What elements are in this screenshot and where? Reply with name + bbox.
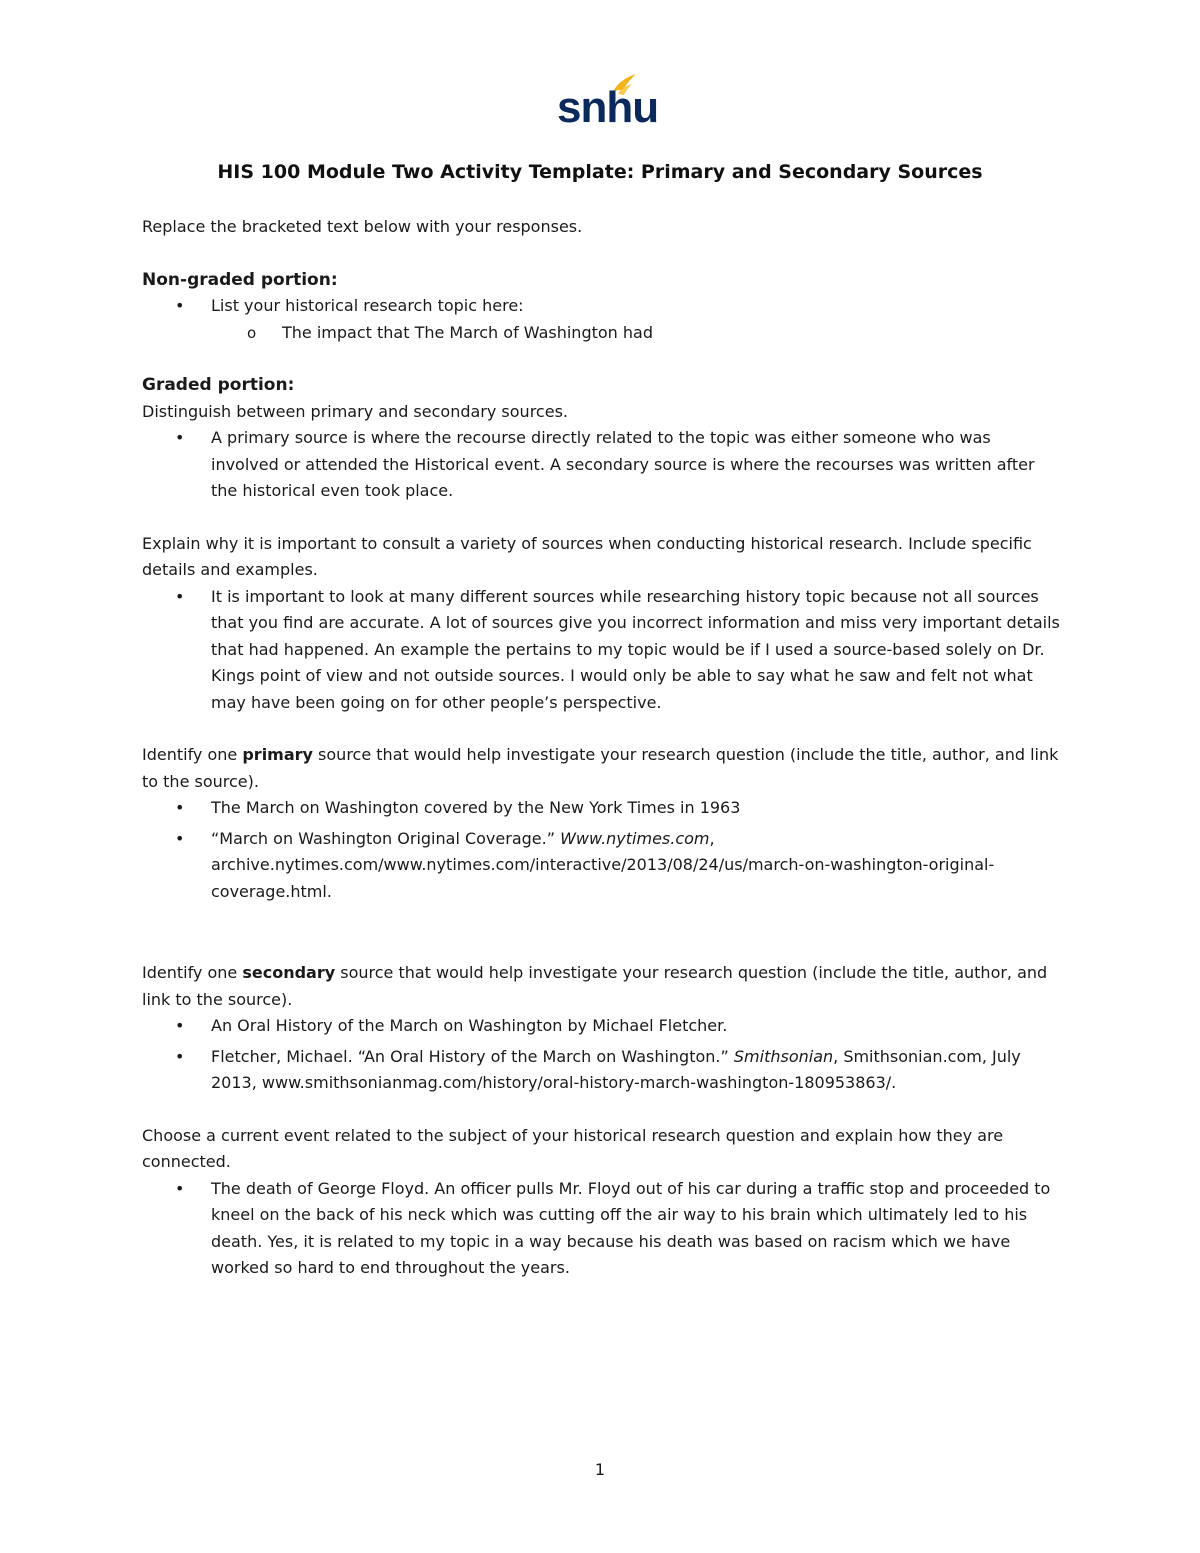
question-4: Identify one secondary source that would help investigate your research question (include the title, author, and link to the source). bbox=[142, 963, 1048, 1009]
sub-list bbox=[211, 320, 1062, 347]
sub-list-item: o The impact that The March of Washington had bbox=[142, 320, 1062, 347]
question-1: Distinguish between primary and secondary sources. bbox=[142, 401, 568, 421]
nongraded-heading: Non-graded portion: bbox=[142, 269, 338, 290]
question-2: Explain why it is important to consult a variety of sources when conducting historical research. Include specific details and examples. bbox=[142, 533, 1032, 579]
answer-2-list bbox=[142, 584, 1062, 717]
answer-4-list bbox=[142, 1013, 1062, 1097]
list-item: • An Oral History of the March on Washington by Michael Fletcher. bbox=[142, 1013, 1062, 1040]
document-title: HIS 100 Module Two Activity Template: Primary and Secondary Sources bbox=[217, 161, 983, 183]
list-item-citation: • “March on Washington Original Coverage.” Www.nytimes.com, archive.nytimes.com/www.nytimes.com/interactive/2013/08/24/us/march-on-washington-original-coverage.html. bbox=[142, 826, 1062, 906]
answer-1-list bbox=[142, 425, 1062, 505]
emphasis-primary: primary bbox=[242, 745, 313, 764]
intro-text: Replace the bracketed text below with your responses. bbox=[142, 217, 583, 236]
emphasis-secondary: secondary bbox=[242, 963, 336, 982]
logo-wordmark: snhu bbox=[557, 83, 659, 132]
question-3: Identify one primary source that would help investigate your research question (include the title, author, and link to the source). bbox=[142, 745, 1059, 791]
answer-5-list bbox=[142, 1176, 1062, 1282]
nongraded-list bbox=[142, 293, 1062, 346]
list-item: • A primary source is where the recourse directly related to the topic was either someone who was involved or attended the Historical event. A secondary source is where the recourses was written after the historical even took place. bbox=[142, 425, 1062, 505]
list-item: • It is important to look at many different sources while researching history topic because not all sources that you find are accurate. A lot of sources give you incorrect information and miss very important details that had happened. An example the pertains to my topic would be if I used a source-based solely on Dr. Kings point of view and not outside sources. I would only be able to say what he saw and felt not what may have been going on for other people’s perspective. bbox=[142, 584, 1062, 717]
list-item-citation: • Fletcher, Michael. “An Oral History of the March on Washington.” Smithsonian, Smithsonian.com, July 2013, www.smithsonianmag.com/history/oral-history-march-washington-180953863/. bbox=[142, 1044, 1062, 1097]
snhu-logo bbox=[553, 72, 659, 134]
page-number: 1 bbox=[594, 1460, 606, 1479]
document-body bbox=[142, 214, 1062, 1282]
list-item: • List your historical research topic here: o The impact that The March of Washington had bbox=[142, 293, 1062, 346]
list-item: • The March on Washington covered by the New York Times in 1963 bbox=[142, 795, 1062, 822]
answer-3-list bbox=[142, 795, 1062, 905]
graded-heading: Graded portion: bbox=[142, 375, 295, 395]
question-5: Choose a current event related to the subject of your historical research question and explain how they are connected. bbox=[142, 1125, 1004, 1171]
list-item: • The death of George Floyd. An officer pulls Mr. Floyd out of his car during a traffic stop and proceeded to kneel on the back of his neck which was cutting off the air way to his brain which ultimately led to his death. Yes, it is related to my topic in a way because his death was based on racism which we have worked so hard to end throughout the years. bbox=[142, 1176, 1062, 1282]
